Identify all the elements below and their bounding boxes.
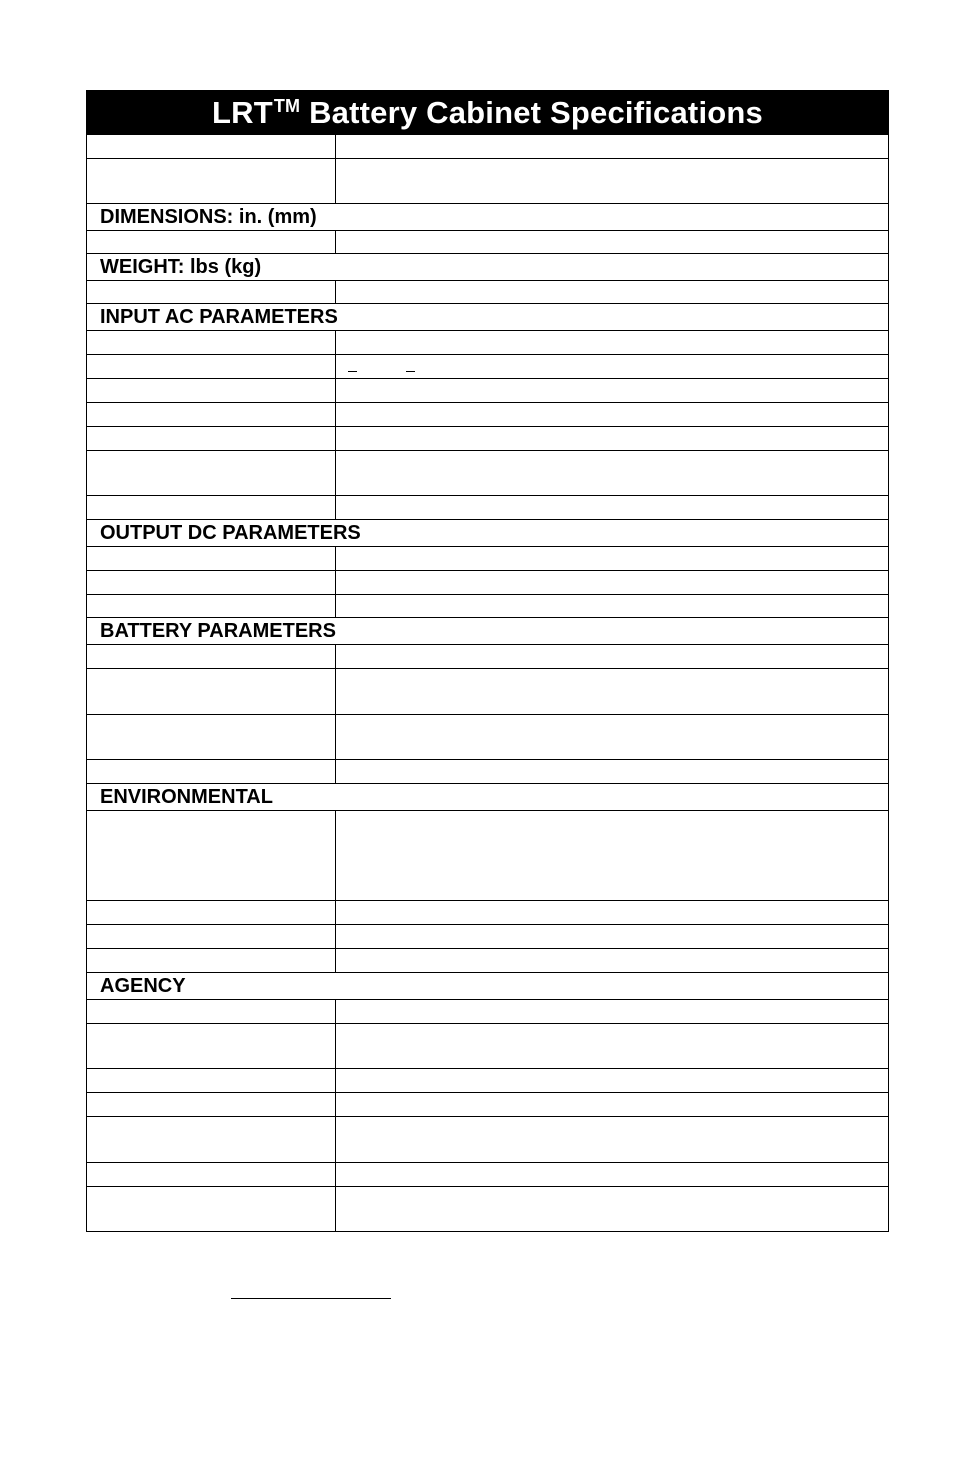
row-label-cell xyxy=(87,669,336,714)
table-row xyxy=(87,378,888,402)
row-value-cell xyxy=(336,427,888,450)
row-label-cell xyxy=(87,1024,336,1068)
table-row xyxy=(87,158,888,203)
table-row xyxy=(87,450,888,495)
section-weight: WEIGHT: lbs (kg) xyxy=(87,253,888,280)
row-value-cell xyxy=(336,645,888,668)
spec-table xyxy=(86,90,889,1232)
row-value-cell xyxy=(336,403,888,426)
row-value-cell xyxy=(336,451,888,495)
table-row xyxy=(87,999,888,1023)
table-row xyxy=(87,1023,888,1068)
row-label-cell xyxy=(87,403,336,426)
row-label-cell xyxy=(87,451,336,495)
table-row xyxy=(87,134,888,158)
row-label-cell xyxy=(87,760,336,783)
spec-title xyxy=(87,91,888,134)
title-trademark: TM xyxy=(273,96,301,116)
table-row xyxy=(87,594,888,617)
table-row xyxy=(87,426,888,450)
row-value-cell xyxy=(336,1000,888,1023)
table-row xyxy=(87,1068,888,1092)
row-value-cell xyxy=(336,811,888,900)
row-label-cell xyxy=(87,547,336,570)
row-label-cell xyxy=(87,135,336,158)
table-row xyxy=(87,570,888,594)
dash-mark xyxy=(348,371,357,372)
table-row xyxy=(87,1162,888,1186)
table-row xyxy=(87,1186,888,1231)
row-value-cell xyxy=(336,1187,888,1231)
row-value-cell xyxy=(336,901,888,924)
row-label-cell xyxy=(87,571,336,594)
row-label-cell xyxy=(87,281,336,303)
row-value-cell xyxy=(336,135,888,158)
footnote-rule xyxy=(231,1298,391,1299)
table-row xyxy=(87,230,888,253)
row-label-cell xyxy=(87,496,336,519)
row-label-cell xyxy=(87,1187,336,1231)
row-value-cell xyxy=(336,715,888,759)
table-row xyxy=(87,810,888,900)
row-value-cell xyxy=(336,496,888,519)
row-label-cell xyxy=(87,427,336,450)
section-input-ac: INPUT AC PARAMETERS xyxy=(87,303,888,330)
table-row xyxy=(87,644,888,668)
table-row xyxy=(87,546,888,570)
row-label-cell xyxy=(87,1093,336,1116)
row-value-cell xyxy=(336,1163,888,1186)
row-value-cell xyxy=(336,571,888,594)
table-row xyxy=(87,354,888,378)
table-row xyxy=(87,759,888,783)
row-value-cell xyxy=(336,1093,888,1116)
row-value-cell xyxy=(336,547,888,570)
row-label-cell xyxy=(87,1000,336,1023)
section-environmental: ENVIRONMENTAL xyxy=(87,783,888,810)
row-value-cell xyxy=(336,595,888,617)
row-value-cell xyxy=(336,355,888,378)
row-value-cell xyxy=(336,281,888,303)
row-label-cell xyxy=(87,231,336,253)
row-label-cell xyxy=(87,355,336,378)
title-lrt: LRT xyxy=(212,94,273,130)
section-dimensions: DIMENSIONS: in. (mm) xyxy=(87,203,888,230)
table-row xyxy=(87,714,888,759)
row-label-cell xyxy=(87,645,336,668)
row-label-cell xyxy=(87,331,336,354)
row-value-cell xyxy=(336,231,888,253)
row-value-cell xyxy=(336,379,888,402)
row-label-cell xyxy=(87,159,336,203)
row-label-cell xyxy=(87,595,336,617)
table-row xyxy=(87,668,888,714)
row-value-cell xyxy=(336,1069,888,1092)
row-label-cell xyxy=(87,1117,336,1162)
row-value-cell xyxy=(336,925,888,948)
row-label-cell xyxy=(87,925,336,948)
dash-mark xyxy=(406,371,415,372)
section-battery: BATTERY PARAMETERS xyxy=(87,617,888,644)
row-value-cell xyxy=(336,331,888,354)
table-row xyxy=(87,330,888,354)
table-row xyxy=(87,1116,888,1162)
row-value-cell xyxy=(336,949,888,972)
title-rest: Battery Cabinet Specifications xyxy=(309,94,763,130)
table-row xyxy=(87,948,888,972)
row-value-cell xyxy=(336,1024,888,1068)
table-row xyxy=(87,924,888,948)
row-value-cell xyxy=(336,669,888,714)
row-label-cell xyxy=(87,811,336,900)
section-output-dc: OUTPUT DC PARAMETERS xyxy=(87,519,888,546)
table-row xyxy=(87,495,888,519)
table-row xyxy=(87,402,888,426)
table-row xyxy=(87,280,888,303)
row-value-cell xyxy=(336,1117,888,1162)
row-label-cell xyxy=(87,1163,336,1186)
table-row xyxy=(87,1092,888,1116)
row-label-cell xyxy=(87,1069,336,1092)
row-value-cell xyxy=(336,760,888,783)
row-label-cell xyxy=(87,949,336,972)
row-label-cell xyxy=(87,379,336,402)
row-label-cell xyxy=(87,901,336,924)
row-value-cell xyxy=(336,159,888,203)
row-label-cell xyxy=(87,715,336,759)
section-agency: AGENCY xyxy=(87,972,888,999)
table-row xyxy=(87,900,888,924)
